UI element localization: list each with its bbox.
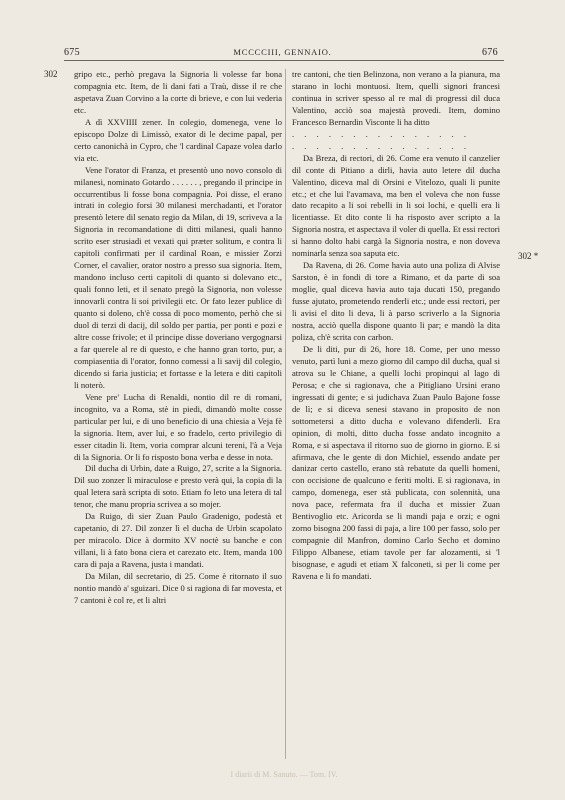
- paragraph: Dil ducha di Urbin, date a Ruigo, 27, scrite a la Signoria. Dil suo zonzer lì miraculose e presto verà qui, la copia di la qual letera sarà scripta di soto. Etiam fo leto una letera di tal tenor, che manu propria scrivea a so mojer.: [74, 463, 282, 510]
- paragraph: Da Milan, dil secretario, di 25. Come è ritornato il suo nontio mandò a' sguizari. Dice 0 si ragiona di far movesta, et 7 cantoni è col re, et li altri: [74, 571, 282, 605]
- right-text-column: [292, 69, 500, 583]
- header-rule: [64, 60, 504, 61]
- running-title: MCCCCIII, GENNAIO.: [233, 47, 332, 57]
- paragraph: Vene pre' Lucha di Renaldi, nontio dil re di romani, incognito, va a Roma, stè in piedi, dimandò molte cosse particular per lui, e di uno beneficio di una chiesia a Veja fè la signoria. Item, aver lui, e so fradelo, certo privilegio di esser citadin li. Item, voria comprar alcuni tereni, l'à a Veja di la Signoria. Or li fo risposto bona verba e desse in nota.: [74, 391, 282, 462]
- paragraph: Da Breza, di rectori, di 26. Come era venuto il canzelier dil conte di Pitiano a dirli, havia auto letere dil ducha Valentino, diceva mal di Orsini e Vitelozo, quali li punite etc.; et che lui l'avamava, ma ben el voleva che non fusse dato recapito a li soi rebelli in li soi lochi, e quelli era li licentiasse. Et dito conte li ha risposto aver scripto a la Signoria nostra, et aspectava il voler di quella. Et essi rectori si hanno dolto habi cargà la Signoria nostra, e non doveva nominarla senza soa saputa etc.: [292, 152, 500, 259]
- paragraph: tre cantoni, che tien Belinzona, non verano a la pianura, ma starano in lochi montuosi. Item, quelli signori francesi continua in scriver spesso al re mal di progressi dil duca Valentino, acciò soa majestà provedi. Item, domino Francesco Bernardin Visconte li ha ditto: [292, 69, 500, 127]
- margin-number-left: 302: [44, 69, 58, 79]
- page-number-right: 676: [482, 47, 498, 58]
- paragraph: . . . . . . . . . . . . . . .: [292, 140, 470, 151]
- paragraph: gripo etc., perhò pregava la Signoria li volesse far bona compagnia etc. Item, de li dani fati a Traù, disse il re che aspetava Zuan Corvino a la corte di brieve, e con lui vederia etc.: [74, 69, 282, 115]
- column-divider: [285, 69, 286, 759]
- left-text-column: [74, 69, 282, 607]
- paragraph: A dì XXVIIII zener. In colegio, domenega, vene lo episcopo Dolze di Limissò, exator di le decime papal, per certo canonichà in Cypro, che 'l cardinal Capaze volea darlo via etc.: [74, 116, 282, 163]
- paragraph: De li diti, pur di 26, hore 18. Come, per uno messo venuto, partì luni a mezo giorno dil campo dil ducha, qual si atrova su le Chiane, a quelli lochi propinqui al lago di Perosa; e che si ragionava, che a Pitigliano Ursini erano ingressati di gente; e si judichava Zuan Paulo Bajone fosse de lì; e si diceva senesi stavano in proposito de non sottometersi a ditto ducha e volevano difenderli. Era opinion, di molti, ditto ducha fosse andato incognito a Roma, e si aspectava il ritorno suo de giorno in giorno. E si afirmava, che le gente di don Michiel, essendo andate per danizar certo castello, erano stà rebatute da quelli homeni, con occisione de qualcuno e feriti molti. E si ragionava, in campo, domenega, eser stà publicata, con solennità, una nova pace, refermata fra il ducha et missier Zuan Bentivoglio etc. Aricorda se li mandi paja e orzi; e ogni zorno bisogna 200 fassi di paja, a lire 100 per fasso, solo per compagnie dil Manfron, domino Carlo Secho et domino Filippo Albanese, etiam tavole per far alozamenti, si 'l bisognase, e agudi et etiam X falconeti, si per li come per Ravena e li fo mandati.: [292, 343, 500, 582]
- margin-number-right: 302 *: [518, 251, 539, 261]
- paragraph: Da Ravena, di 26. Come havia auto una poliza di Alvise Sarston, è in fondi di tore a Rimano, et da parte di soa moglie, qual diceva havia auto taja ducati 150, pregando fusse ajutato, prometendo renderli etc.; unde essi rectori, per li avisi el dito li deva, li à parso scriverlo a la Signoria nostra, acciò quella dispone quanto li par; e mandò la dita poliza, ch'è scrita con carbon.: [292, 260, 500, 342]
- paragraph: Vene l'orator di Franza, et presentò uno novo consolo di milanesi, nominato Gotardo . . . . . . , pregando il principe in occurrentibus li fosse bona compagnia. Poi disse, el erano intrati in colegio forsi 30 milanesi merchadanti, et l'orator presentò letere dil senato regio da Milan, di 19, scriveva a la Signoria in recomandatione di ditti milanesi, quali hanno scrito eser strusiadi et vexati qui præter solitum, e contra li capitoli confirmati per il cardinal Roan, e missier Zorzi Corner, el cavalier, orator nostro a presso sua signoria. Item, mandono incluso certi capitoli di quanto si dolevano etc., quali fonno leti, et il senato pregò la Signoria, non volesse innovarli contra li soi privilegii etc. Or fato lezer publice di quanto si doleno, ch'è cossa di poco momento, perhò che si duol di terzi di dacij, dil soldo per partia, per ponti e pozi e altre cosse frivole; et il principe disse doveriano vergognarsi a far querele al re di questo, e che hanno gran torto, pur, a compiasentia di l'orator, fonno comessi a li savij dil colegio, dicendo si faria justicia; et fortasse e la letera e diti capitoli li noterò.: [74, 164, 282, 390]
- page-number-left: 675: [64, 47, 80, 58]
- bleed-through-text: I diarii di M. Sanuto. — Tom. IV.: [230, 770, 338, 779]
- paragraph: Da Ruigo, di sier Zuan Paulo Gradenigo, podestà et capetanio, di 27. Dil zonzer lì el ducha de Urbin scapolato per miracolo. Dice à dormito XV noctè su banche e con villani, li à fato bona ciera et carezato etc. Item, manda 100 cara di paja a Ravena, justa i mandati.: [74, 511, 282, 570]
- paragraph: . . . . . . . . . . . . . . .: [292, 128, 470, 139]
